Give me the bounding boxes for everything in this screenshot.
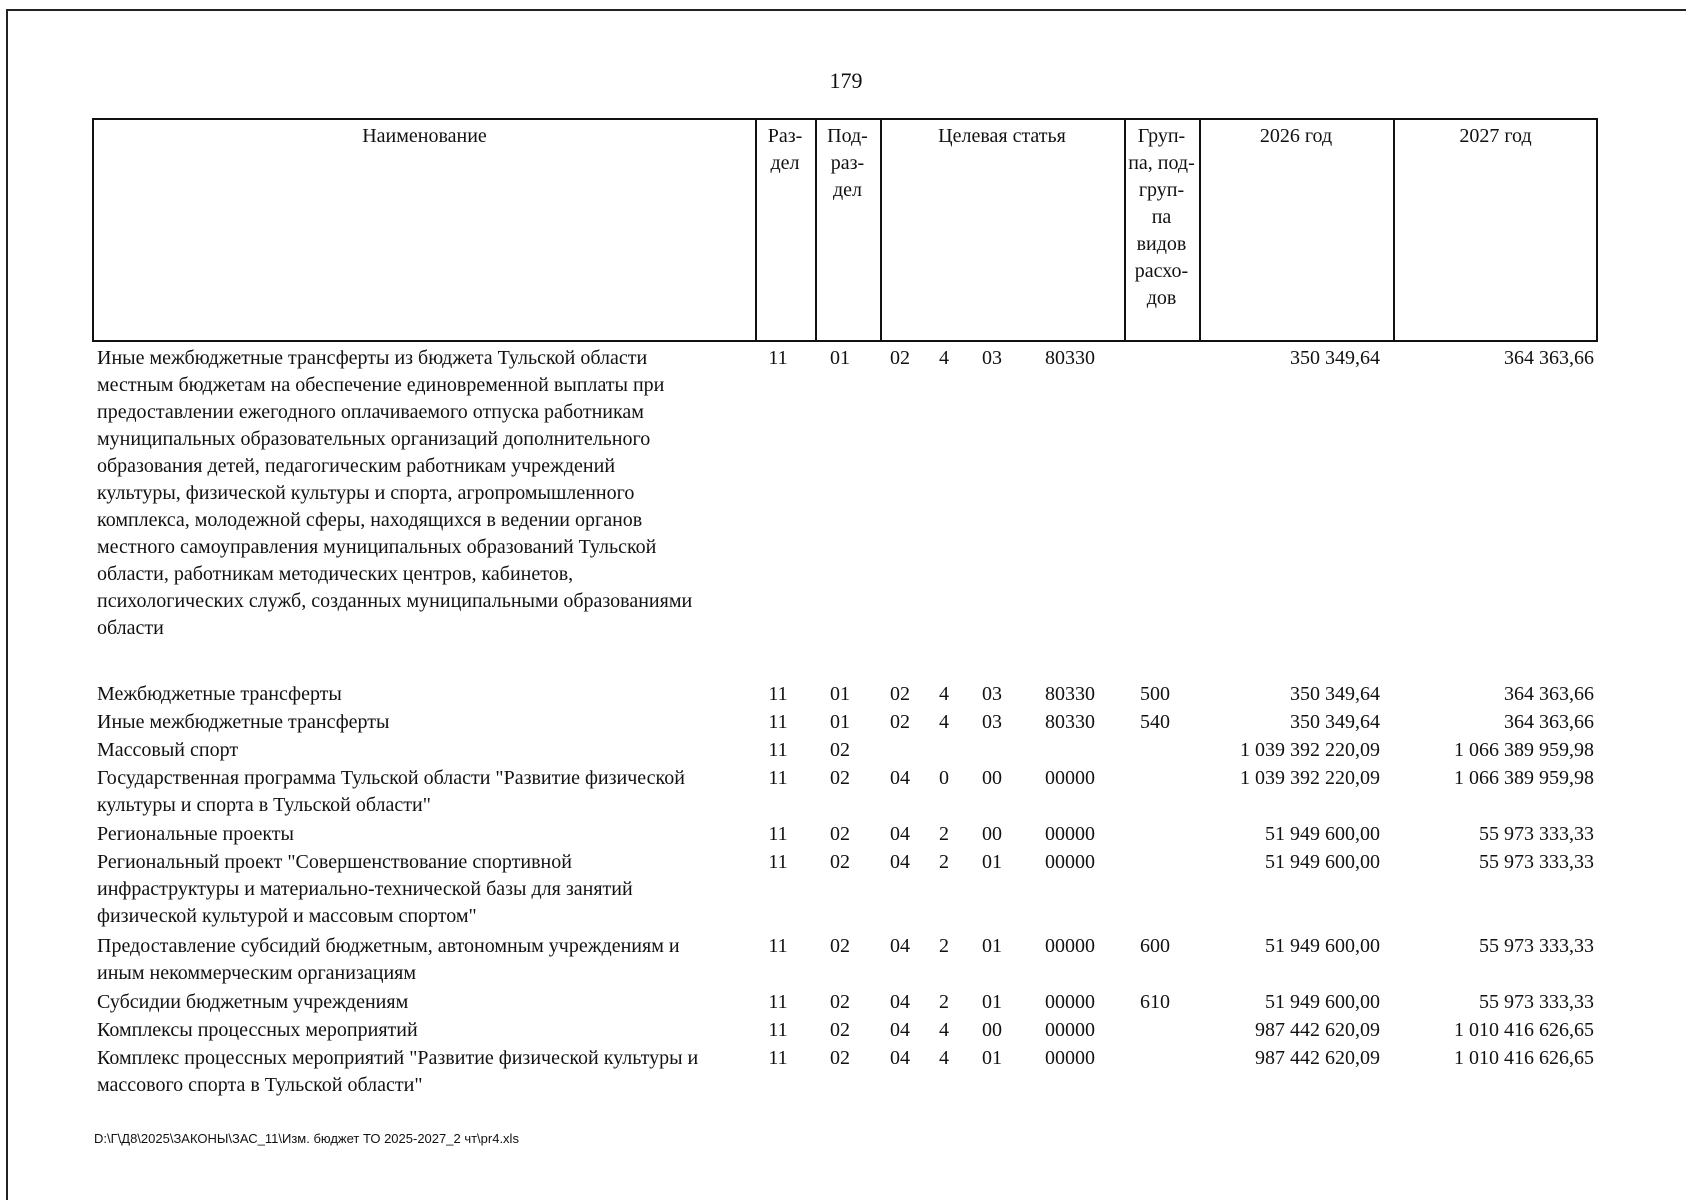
row-name-cell: Иные межбюджетные трансферты из бюджета Тульской области местным бюджетам на обеспечение единовременной выплаты при предоставлении ежегодного оплачиваемого отпуска работникам муниципальных образовательных организаций дополнительного образования детей, педагогическим работникам учреждений культуры, физической культуры и спорта, агропромышленного комплекса, молодежной сферы, находящихся в ведении органов местного самоуправления муниципальных образований Тульской области, работникам методических центров, кабинетов, психологических служб, созданных муниципальными образованиями области — [97, 347, 693, 639]
program-code-cell: 02 — [890, 711, 910, 733]
direction-code-cell: 00000 — [1045, 767, 1095, 789]
type-code-cell: 2 — [939, 991, 949, 1013]
direction-code-cell: 00000 — [1045, 1019, 1095, 1041]
row-name-cell: Межбюджетные трансферты — [97, 683, 342, 705]
podrazdel-cell: 02 — [830, 1019, 850, 1041]
razdel-cell: 11 — [768, 347, 788, 369]
row-name-cell: Субсидии бюджетным учреждениям — [97, 991, 409, 1013]
podrazdel-cell: 01 — [830, 347, 850, 369]
amount-2026-cell: 51 949 600,00 — [1265, 935, 1380, 957]
row-name-cell: Комплексы процессных мероприятий — [97, 1019, 418, 1041]
podrazdel-cell: 02 — [830, 935, 850, 957]
razdel-cell: 11 — [768, 711, 788, 733]
direction-code-cell: 00000 — [1045, 935, 1095, 957]
subprogram-code-cell: 01 — [982, 935, 1002, 957]
type-code-cell: 2 — [939, 851, 949, 873]
podrazdel-cell: 02 — [830, 1047, 850, 1069]
type-code-cell: 2 — [939, 823, 949, 845]
page-frame-top-border — [6, 9, 1686, 11]
type-code-cell: 0 — [939, 767, 949, 789]
type-code-cell: 4 — [939, 1019, 949, 1041]
type-code-cell: 4 — [939, 347, 949, 369]
file-path-footer: D:\Г\Д8\2025\ЗАКОНЫ\ЗАС_11\Изм. бюджет ТО 2025-2027_2 чт\pr4.xls — [94, 1131, 519, 1146]
direction-code-cell: 80330 — [1045, 683, 1095, 705]
amount-2026-cell: 350 349,64 — [1290, 711, 1380, 733]
program-code-cell: 04 — [890, 767, 910, 789]
header-razdel: Раз- дел — [767, 125, 803, 174]
direction-code-cell: 00000 — [1045, 991, 1095, 1013]
header-target-article: Целевая статья — [938, 125, 1066, 147]
subprogram-code-cell: 03 — [982, 711, 1002, 733]
podrazdel-cell: 02 — [830, 851, 850, 873]
podrazdel-cell: 02 — [830, 739, 850, 761]
amount-2027-cell: 364 363,66 — [1504, 711, 1594, 733]
program-code-cell: 04 — [890, 851, 910, 873]
row-name-cell: Региональный проект "Совершенствование спортивной инфраструктуры и материально-технической базы для занятий физической культурой и массовым спортом" — [97, 851, 633, 927]
amount-2026-cell: 987 442 620,09 — [1255, 1047, 1380, 1069]
amount-2026-cell: 350 349,64 — [1290, 683, 1380, 705]
header-podrazdel: Под- раз- дел — [827, 125, 868, 201]
row-name-cell: Комплекс процессных мероприятий "Развитие физической культуры и массового спорта в Тульской области" — [97, 1047, 699, 1096]
program-code-cell: 04 — [890, 935, 910, 957]
amount-2026-cell: 51 949 600,00 — [1265, 851, 1380, 873]
row-name-cell: Государственная программа Тульской области "Развитие физической культуры и спорта в Тульской области" — [97, 767, 685, 816]
amount-2026-cell: 987 442 620,09 — [1255, 1019, 1380, 1041]
program-code-cell: 02 — [890, 347, 910, 369]
expense-group-cell: 610 — [1140, 991, 1170, 1013]
subprogram-code-cell: 01 — [982, 851, 1002, 873]
program-code-cell: 04 — [890, 823, 910, 845]
subprogram-code-cell: 00 — [982, 767, 1002, 789]
type-code-cell: 2 — [939, 935, 949, 957]
amount-2027-cell: 55 973 333,33 — [1479, 823, 1594, 845]
row-name-cell: Массовый спорт — [97, 739, 239, 761]
podrazdel-cell: 02 — [830, 823, 850, 845]
razdel-cell: 11 — [768, 767, 788, 789]
razdel-cell: 11 — [768, 1019, 788, 1041]
type-code-cell: 4 — [939, 683, 949, 705]
page-frame-left-border — [6, 9, 8, 1200]
subprogram-code-cell: 01 — [982, 991, 1002, 1013]
podrazdel-cell: 01 — [830, 683, 850, 705]
razdel-cell: 11 — [768, 851, 788, 873]
razdel-cell: 11 — [768, 739, 788, 761]
program-code-cell: 04 — [890, 1019, 910, 1041]
header-2026: 2026 год — [1259, 125, 1333, 147]
amount-2027-cell: 55 973 333,33 — [1479, 991, 1594, 1013]
expense-group-cell: 600 — [1140, 935, 1170, 957]
subprogram-code-cell: 00 — [982, 1019, 1002, 1041]
subprogram-code-cell: 00 — [982, 823, 1002, 845]
amount-2027-cell: 364 363,66 — [1504, 347, 1594, 369]
razdel-cell: 11 — [768, 935, 788, 957]
expense-group-cell: 540 — [1140, 711, 1170, 733]
amount-2026-cell: 350 349,64 — [1290, 347, 1380, 369]
direction-code-cell: 00000 — [1045, 851, 1095, 873]
subprogram-code-cell: 03 — [982, 347, 1002, 369]
program-code-cell: 02 — [890, 683, 910, 705]
direction-code-cell: 80330 — [1045, 347, 1095, 369]
program-code-cell: 04 — [890, 1047, 910, 1069]
row-name-cell: Иные межбюджетные трансферты — [97, 711, 390, 733]
page-number: 179 — [829, 68, 863, 93]
amount-2027-cell: 55 973 333,33 — [1479, 935, 1594, 957]
direction-code-cell: 00000 — [1045, 1047, 1095, 1069]
direction-code-cell: 80330 — [1045, 711, 1095, 733]
amount-2027-cell: 55 973 333,33 — [1479, 851, 1594, 873]
razdel-cell: 11 — [768, 991, 788, 1013]
razdel-cell: 11 — [768, 823, 788, 845]
amount-2026-cell: 1 039 392 220,09 — [1240, 767, 1380, 789]
type-code-cell: 4 — [939, 1047, 949, 1069]
header-2027: 2027 год — [1459, 125, 1532, 147]
expense-group-cell: 500 — [1140, 683, 1170, 705]
row-name-cell: Региональные проекты — [97, 823, 294, 845]
amount-2026-cell: 1 039 392 220,09 — [1240, 739, 1380, 761]
subprogram-code-cell: 01 — [982, 1047, 1002, 1069]
podrazdel-cell: 02 — [830, 767, 850, 789]
program-code-cell: 04 — [890, 991, 910, 1013]
amount-2027-cell: 1 066 389 959,98 — [1454, 739, 1594, 761]
row-name-cell: Предоставление субсидий бюджетным, автономным учреждениям и иным некоммерческим организациям — [97, 935, 680, 984]
amount-2027-cell: 1 010 416 626,65 — [1454, 1047, 1594, 1069]
amount-2027-cell: 1 066 389 959,98 — [1454, 767, 1594, 789]
header-name: Наименование — [362, 125, 487, 147]
amount-2026-cell: 51 949 600,00 — [1265, 991, 1380, 1013]
amount-2026-cell: 51 949 600,00 — [1265, 823, 1380, 845]
header-expense-group: Груп- па, под- груп- па видов расхо- дов — [1128, 125, 1195, 309]
razdel-cell: 11 — [768, 683, 788, 705]
subprogram-code-cell: 03 — [982, 683, 1002, 705]
amount-2027-cell: 364 363,66 — [1504, 683, 1594, 705]
amount-2027-cell: 1 010 416 626,65 — [1454, 1019, 1594, 1041]
table-header — [92, 118, 1598, 342]
direction-code-cell: 00000 — [1045, 823, 1095, 845]
razdel-cell: 11 — [768, 1047, 788, 1069]
podrazdel-cell: 02 — [830, 991, 850, 1013]
type-code-cell: 4 — [939, 711, 949, 733]
podrazdel-cell: 01 — [830, 711, 850, 733]
